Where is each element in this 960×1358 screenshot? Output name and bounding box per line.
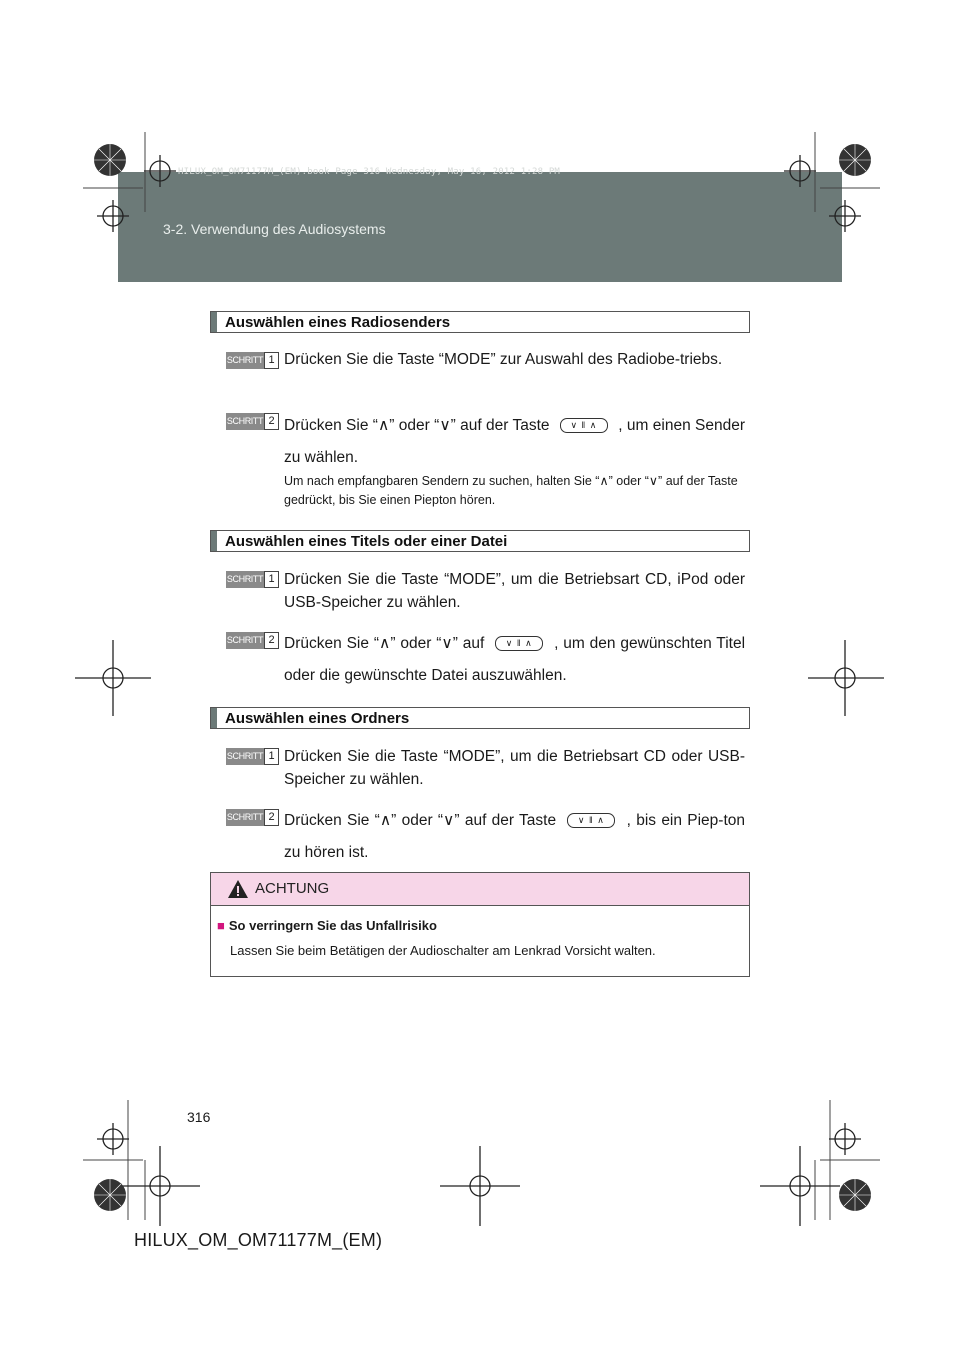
step-label: SCHRITT [226,413,264,430]
step-badge [226,352,278,369]
seek-button-icon: ∨ ‖ ∧ [495,636,543,651]
page-number: 316 [187,1109,211,1125]
warning-heading [217,918,437,933]
warning-header [211,873,749,906]
step-text-before: Drücken Sie “∧” oder “∨” auf der Taste [284,812,557,829]
footer-doc-id: HILUX_OM_OM71177M_(EM) [134,1230,383,1250]
step-text-before: Drücken Sie “∧” oder “∨” auf der Taste [284,417,550,434]
step-label: SCHRITT [226,748,264,765]
step-label: SCHRITT [226,809,264,826]
step-badge [226,413,278,430]
step-text [284,628,745,692]
step-badge [226,809,278,826]
step-number: 2 [264,413,279,430]
step-badge [226,632,278,649]
section-heading-text: Auswählen eines Ordners [225,710,410,727]
step-text-after: , um einen Sender zu wählen. [284,417,746,466]
step-text [284,805,745,869]
step-label: SCHRITT [226,632,264,649]
step-number: 2 [264,809,279,826]
heading-bar [211,312,217,332]
section-heading [210,311,750,333]
step-badge [226,571,278,588]
step-number: 2 [264,632,279,649]
seek-button-icon: ∨ ‖ ∧ [567,813,615,828]
step-text-after: , bis ein Piep-ton zu hören ist. [284,812,746,861]
warning-box [210,872,750,977]
step-text: Drücken Sie die Taste “MODE” zur Auswahl des Radiobe-triebs. [284,351,723,368]
section-heading-text: Auswählen eines Radiosenders [225,314,451,331]
print-info: HILUX_OM_OM71177M_(EM).book Page 316 Wednesday, May 16, 2012 1:28 PM [178,167,561,177]
step-number: 1 [264,571,279,588]
step-text-after: , um den gewünschten Titel oder die gewünschte Datei auszuwählen. [284,635,746,684]
section-heading [210,530,750,552]
bullet-square-icon: ■ [217,918,225,933]
note-text: Um nach empfangbaren Sendern zu suchen, halten Sie “∧” oder “∨” auf der Taste gedrückt, bis Sie einen Piepton hören. [284,474,738,507]
warning-title: ACHTUNG [255,880,330,897]
step-number: 1 [264,748,279,765]
heading-bar [211,531,217,551]
step-text-before: Drücken Sie “∧” oder “∨” auf [284,635,485,652]
seek-button-icon: ∨ ‖ ∧ [560,418,608,433]
heading-bar [211,708,217,728]
step-text [284,410,745,474]
step-number: 1 [264,352,279,369]
section-heading [210,707,750,729]
step-text: Drücken Sie die Taste “MODE”, um die Betriebsart CD, iPod oder USB-Speicher zu wählen. [284,571,745,611]
section-title: 3-2. Verwendung des Audiosystems [163,221,386,237]
step-text: Drücken Sie die Taste “MODE”, um die Betriebsart CD oder USB-Speicher zu wählen. [284,748,745,788]
step-label: SCHRITT [226,571,264,588]
section-heading-text: Auswählen eines Titels oder einer Datei [225,533,508,550]
warning-heading-text: So verringern Sie das Unfallrisiko [228,918,437,933]
step-label: SCHRITT [226,352,264,369]
warning-triangle-icon [227,879,249,899]
step-badge [226,748,278,765]
warning-text: Lassen Sie beim Betätigen der Audioschalter am Lenkrad Vorsicht walten. [230,943,656,958]
